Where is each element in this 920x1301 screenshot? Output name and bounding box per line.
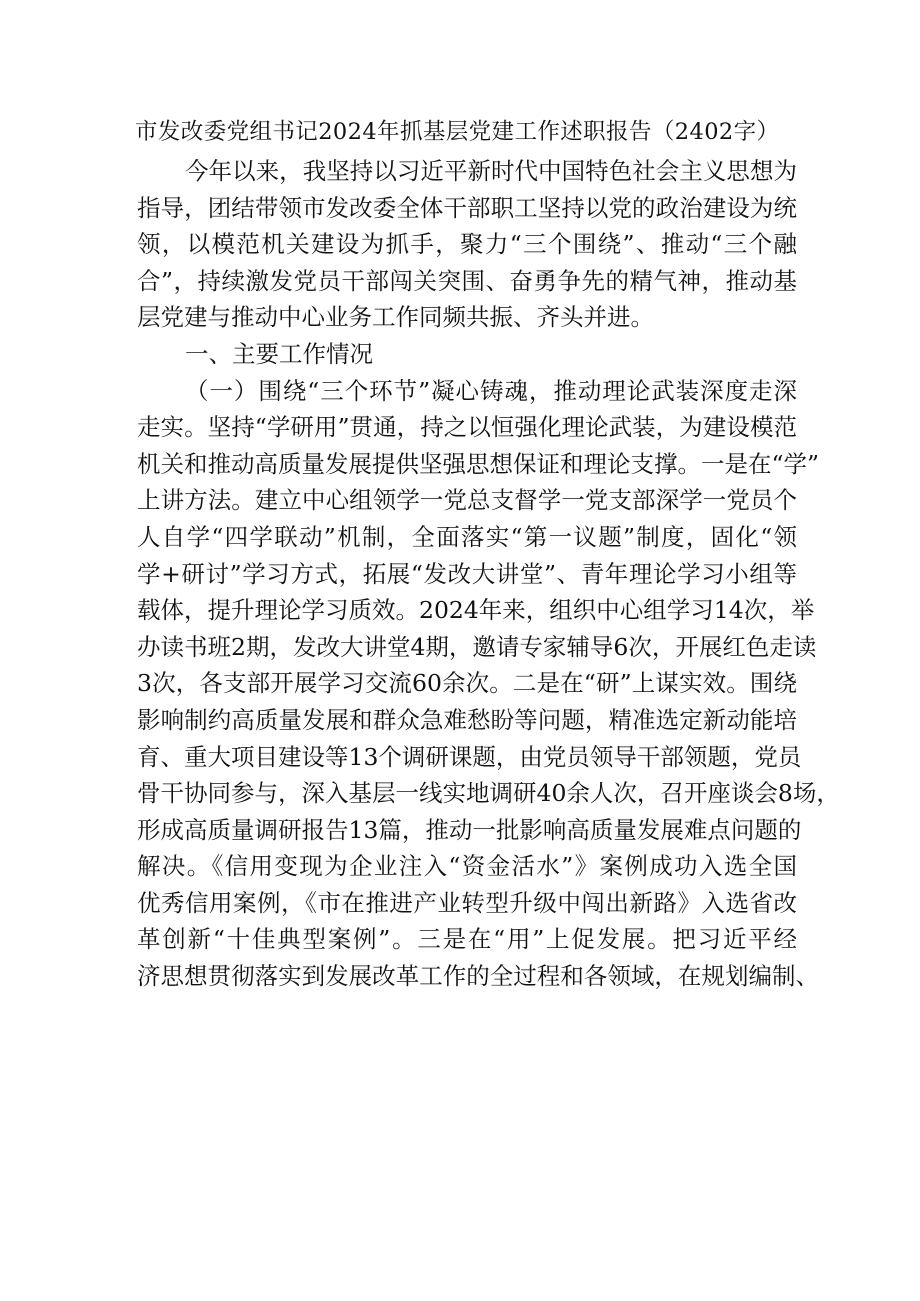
paragraph-line: 解决。《信用变现为企业注入“资金活水”》案例成功入选全国 (137, 852, 797, 881)
paragraph-line: 今年以来，我坚持以习近平新时代中国特色社会主义思想为 (185, 157, 797, 185)
paragraph-line: 形成高质量调研报告13篇，推动一批影响高质量发展难点问题的 (137, 815, 802, 844)
paragraph-line: 层党建与推动中心业务工作同频共振、齐头并进。 (137, 303, 654, 332)
paragraph-line: 3次，各支部开展学习交流60余次。二是在“研”上谋实效。围绕 (137, 669, 797, 698)
paragraph-line: 走实。坚持“学研用”贯通，持之以恒强化理论武装，为建设模范 (137, 413, 797, 442)
document-body (137, 153, 840, 995)
paragraph-line: 育、重大项目建设等13个调研课题，由党员领导干部领题，党员 (137, 742, 802, 771)
paragraph-line: 学+研讨”学习方式，拓展“发改大讲堂”、青年理论学习小组等 (137, 559, 797, 588)
paragraph-line: 革创新“十佳典型案例”。三是在“用”上促发展。把习近平经 (137, 925, 797, 954)
paragraph-line: 上讲方法。建立中心组领学一党总支督学一党支部深学一党员个 (137, 486, 797, 515)
paragraph-line: 载体，提升理论学习质效。2024年来，组织中心组学习14次，举 (137, 596, 815, 625)
paragraph-line: 领，以模范机关建设为抓手，聚力“三个围绕”、推动“三个融 (137, 230, 797, 259)
document-title: 市发改委党组书记2024年抓基层党建工作述职报告（2402字） (135, 119, 780, 145)
paragraph-line: 骨干协同参与，深入基层一线实地调研40余人次，召开座谈会8场， (137, 779, 840, 808)
paragraph-line: 影响制约高质量发展和群众急难愁盼等问题，精准选定新动能培 (137, 705, 797, 734)
paragraph-line: 合”，持续激发党员干部闯关突围、奋勇争先的精气神，推动基 (137, 266, 797, 295)
section-heading: 一、主要工作情况 (185, 339, 373, 368)
paragraph-line: 机关和推动高质量发展提供坚强思想保证和理论支撑。一是在“学” (137, 449, 820, 478)
paragraph-line: 办读书班2期，发改大讲堂4期，邀请专家辅导6次，开展红色走读 (137, 632, 817, 661)
paragraph-line: 人自学“四学联动”机制，全面落实“第一议题”制度，固化“领 (137, 522, 797, 551)
paragraph-line: （一）围绕“三个环节”凝心铸魂，推动理论武装深度走深 (185, 376, 797, 405)
paragraph-line: 优秀信用案例，《市在推进产业转型升级中闯出新路》入选省改 (137, 888, 797, 917)
paragraph-line: 济思想贯彻落实到发展改革工作的全过程和各领域，在规划编制、 (137, 962, 819, 991)
paragraph-line: 指导，团结带领市发改委全体干部职工坚持以党的政治建设为统 (137, 193, 797, 222)
